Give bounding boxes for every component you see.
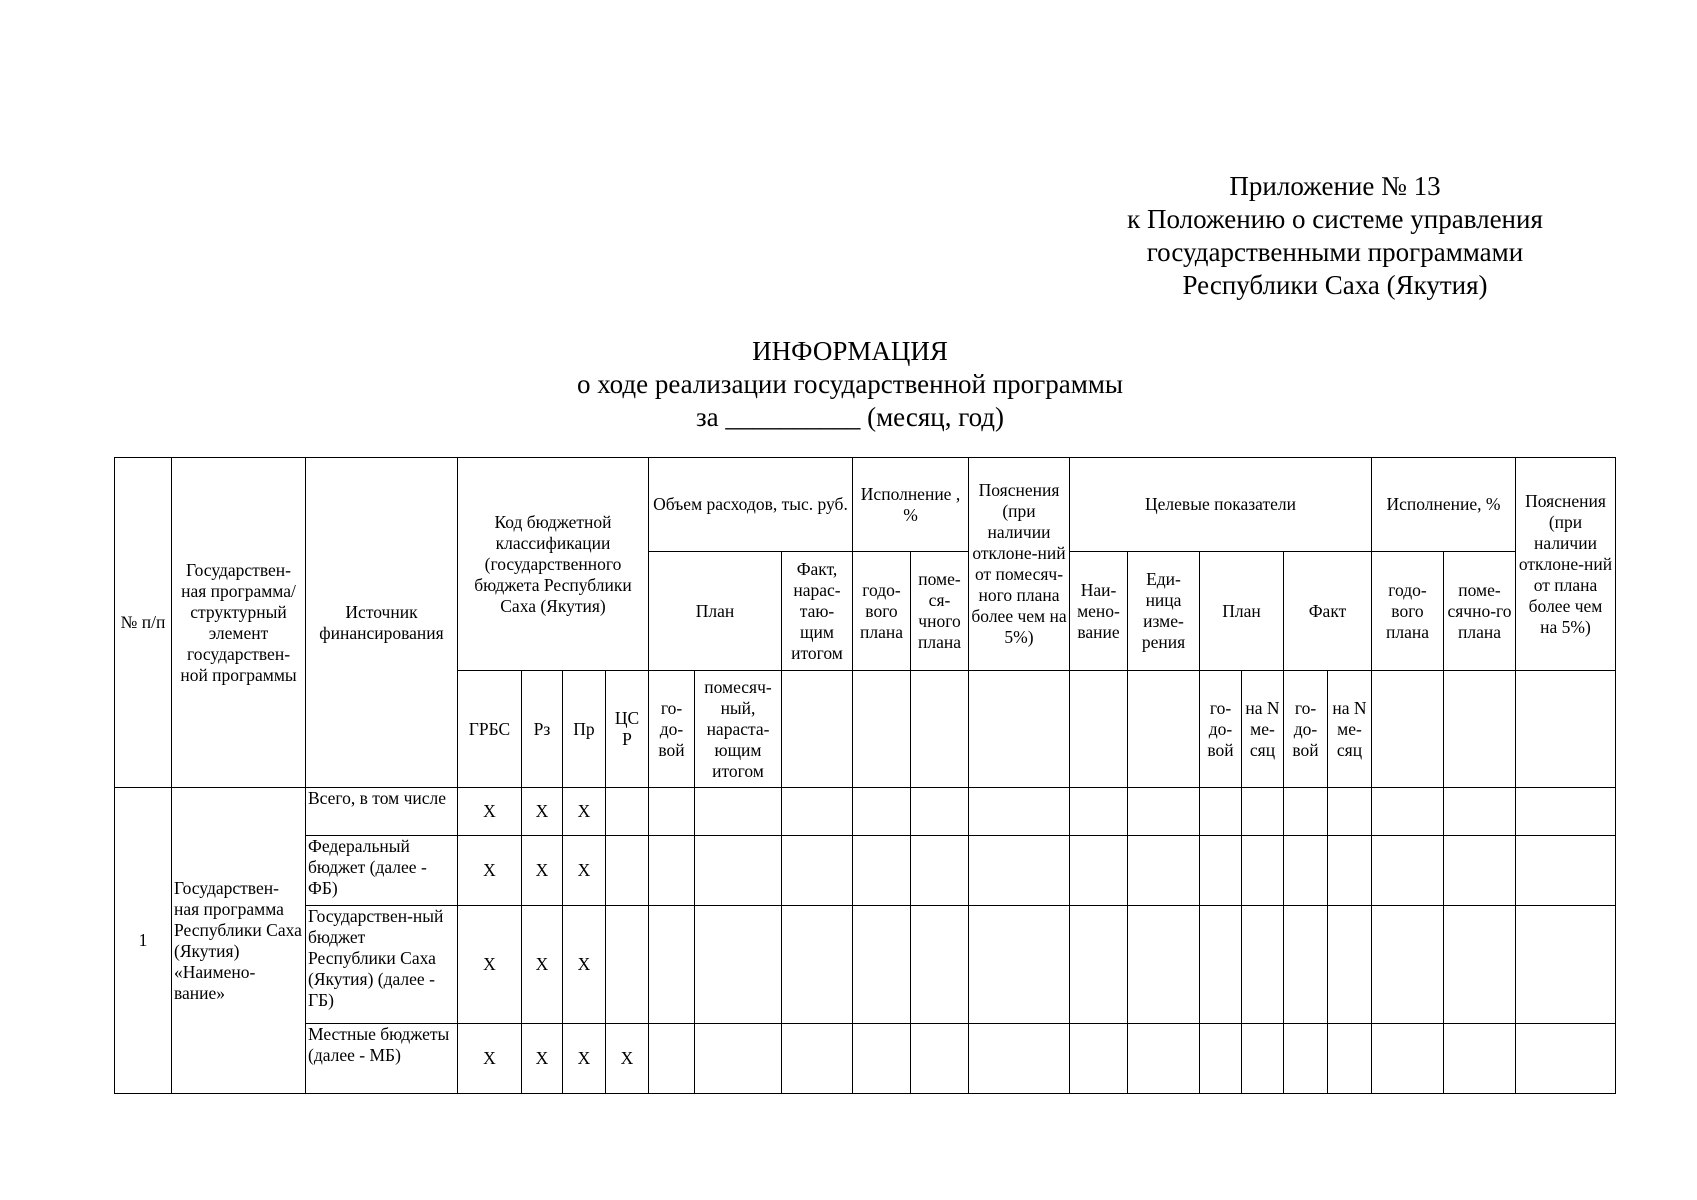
empty-cell (1284, 788, 1328, 836)
header-execution: Исполнение , % (853, 458, 969, 552)
header-annual-plan: годо-вого плана (853, 552, 911, 671)
empty-cell (969, 671, 1070, 788)
header-target-annual-plan: го-до-вой (1200, 671, 1242, 788)
empty-cell (1284, 1024, 1328, 1094)
appendix-line: Республики Саха (Якутия) (1182, 270, 1488, 300)
empty-cell (1128, 836, 1200, 906)
table-row (115, 906, 1616, 1024)
empty-cell (853, 906, 911, 1024)
empty-cell (649, 788, 695, 836)
empty-cell (782, 906, 853, 1024)
empty-cell (1070, 906, 1128, 1024)
empty-cell (1372, 906, 1444, 1024)
header-notes: Пояснения (при наличии отклоне-ний от помесяч-ного плана более чем на 5%) (969, 458, 1070, 671)
empty-cell (1328, 1024, 1372, 1094)
cell-grbs: X (458, 788, 522, 836)
empty-cell (1200, 906, 1242, 1024)
empty-cell (911, 671, 969, 788)
header-num: № п/п (115, 458, 172, 788)
empty-cell (782, 788, 853, 836)
appendix-line: государственными программами (1146, 237, 1524, 267)
empty-cell (1444, 836, 1516, 906)
empty-cell (1070, 671, 1128, 788)
header-csr: ЦС Р (606, 671, 649, 788)
cell-pr: X (563, 788, 606, 836)
cell-grbs: X (458, 836, 522, 906)
row-source: Федеральный бюджет (далее - ФБ) (306, 836, 458, 906)
empty-cell (1444, 788, 1516, 836)
header-target-plan: План (1200, 552, 1284, 671)
empty-cell (911, 1024, 969, 1094)
empty-cell (1200, 1024, 1242, 1094)
cell-pr: X (563, 836, 606, 906)
header-target-month-fact: на N ме-сяц (1328, 671, 1372, 788)
report-table (114, 457, 1616, 1094)
cell-csr (606, 836, 649, 906)
empty-cell (1516, 906, 1616, 1024)
empty-cell (695, 1024, 782, 1094)
empty-cell (649, 836, 695, 906)
empty-cell (1128, 788, 1200, 836)
table-row (115, 788, 1616, 836)
row-source: Местные бюджеты (далее - МБ) (306, 1024, 458, 1094)
empty-cell (969, 836, 1070, 906)
empty-cell (1444, 1024, 1516, 1094)
empty-cell (1516, 788, 1616, 836)
header-monthly-cumulative: помесяч-ный, нараста-ющим итогом (695, 671, 782, 788)
empty-cell (1444, 906, 1516, 1024)
header-expenses: Объем расходов, тыс. руб. (649, 458, 853, 552)
header-monthly-plan-targets: поме-сячно-го плана (1444, 552, 1516, 671)
header-execution-targets: Исполнение, % (1372, 458, 1516, 552)
table-row (115, 1024, 1616, 1094)
header-rz: Рз (522, 671, 563, 788)
empty-cell (969, 906, 1070, 1024)
empty-cell (1328, 836, 1372, 906)
empty-cell (1444, 671, 1516, 788)
header-plan: План (649, 552, 782, 671)
empty-cell (695, 906, 782, 1024)
empty-cell (695, 836, 782, 906)
title-line: за __________ (месяц, год) (695, 402, 1005, 432)
cell-rz: X (522, 906, 563, 1024)
header-unit: Еди-ница изме-рения (1128, 552, 1200, 671)
row-source: Государствен-ный бюджет Республики Саха (Якутия) (далее - ГБ) (306, 906, 458, 1024)
empty-cell (1328, 906, 1372, 1024)
cell-rz: X (522, 1024, 563, 1094)
header-target-annual-fact: го-до-вой (1284, 671, 1328, 788)
empty-cell (1242, 906, 1284, 1024)
row-program: Государствен-ная программа Республики Саха (Якутия) «Наимено-вание» (172, 788, 306, 1094)
empty-cell (1372, 788, 1444, 836)
header-targets: Целевые показатели (1070, 458, 1372, 552)
header-grbs: ГРБС (458, 671, 522, 788)
cell-csr (606, 788, 649, 836)
empty-cell (1516, 1024, 1616, 1094)
appendix-line: к Положению о системе управления (1127, 204, 1543, 234)
empty-cell (782, 836, 853, 906)
header-annual: го-до-вой (649, 671, 695, 788)
empty-cell (969, 788, 1070, 836)
empty-cell (1372, 836, 1444, 906)
cell-pr: X (563, 906, 606, 1024)
empty-cell (1242, 1024, 1284, 1094)
cell-rz: X (522, 788, 563, 836)
header-kbk: Код бюджетной классификации (государственного бюджета Республики Саха (Якутия) (458, 458, 649, 671)
header-indicator-name: Наи-мено-вание (1070, 552, 1128, 671)
header-pr: Пр (563, 671, 606, 788)
empty-cell (1128, 1024, 1200, 1094)
cell-csr (606, 906, 649, 1024)
cell-grbs: X (458, 1024, 522, 1094)
header-fact-cumulative: Факт, нарас-таю-щим итогом (782, 552, 853, 671)
empty-cell (782, 1024, 853, 1094)
empty-cell (1128, 671, 1200, 788)
empty-cell (853, 836, 911, 906)
empty-cell (911, 788, 969, 836)
title-line: о ходе реализации государственной программы (576, 369, 1124, 399)
title-line: ИНФОРМАЦИЯ (752, 336, 948, 366)
empty-cell (1070, 1024, 1128, 1094)
empty-cell (969, 1024, 1070, 1094)
empty-cell (1200, 788, 1242, 836)
empty-cell (1372, 671, 1444, 788)
row-num: 1 (115, 788, 172, 1094)
empty-cell (1516, 671, 1616, 788)
appendix-header (1100, 170, 1570, 302)
header-target-month-plan: на N ме-сяц (1242, 671, 1284, 788)
empty-cell (1128, 906, 1200, 1024)
empty-cell (695, 788, 782, 836)
empty-cell (1070, 836, 1128, 906)
empty-cell (1328, 788, 1372, 836)
empty-cell (1372, 1024, 1444, 1094)
header-annual-plan-targets: годо-вого плана (1372, 552, 1444, 671)
empty-cell (1284, 906, 1328, 1024)
empty-cell (911, 906, 969, 1024)
cell-rz: X (522, 836, 563, 906)
empty-cell (1200, 836, 1242, 906)
empty-cell (853, 788, 911, 836)
header-source: Источник финансирования (306, 458, 458, 788)
cell-grbs: X (458, 906, 522, 1024)
empty-cell (911, 836, 969, 906)
empty-cell (782, 671, 853, 788)
empty-cell (649, 1024, 695, 1094)
cell-csr: X (606, 1024, 649, 1094)
empty-cell (1070, 788, 1128, 836)
header-program: Государствен-ная программа/ структурный элемент государствен-ной программы (172, 458, 306, 788)
header-target-fact: Факт (1284, 552, 1372, 671)
empty-cell (1516, 836, 1616, 906)
row-source: Всего, в том числе (306, 788, 458, 836)
appendix-line: Приложение № 13 (1229, 171, 1441, 201)
table-row (115, 836, 1616, 906)
empty-cell (853, 1024, 911, 1094)
header-monthly-plan: поме-ся-чного плана (911, 552, 969, 671)
header-notes-targets: Пояснения (при наличии отклоне-ний от плана более чем на 5%) (1516, 458, 1616, 671)
empty-cell (649, 906, 695, 1024)
cell-pr: X (563, 1024, 606, 1094)
empty-cell (853, 671, 911, 788)
empty-cell (1284, 836, 1328, 906)
empty-cell (1242, 836, 1284, 906)
empty-cell (1242, 788, 1284, 836)
document-title (400, 335, 1300, 434)
